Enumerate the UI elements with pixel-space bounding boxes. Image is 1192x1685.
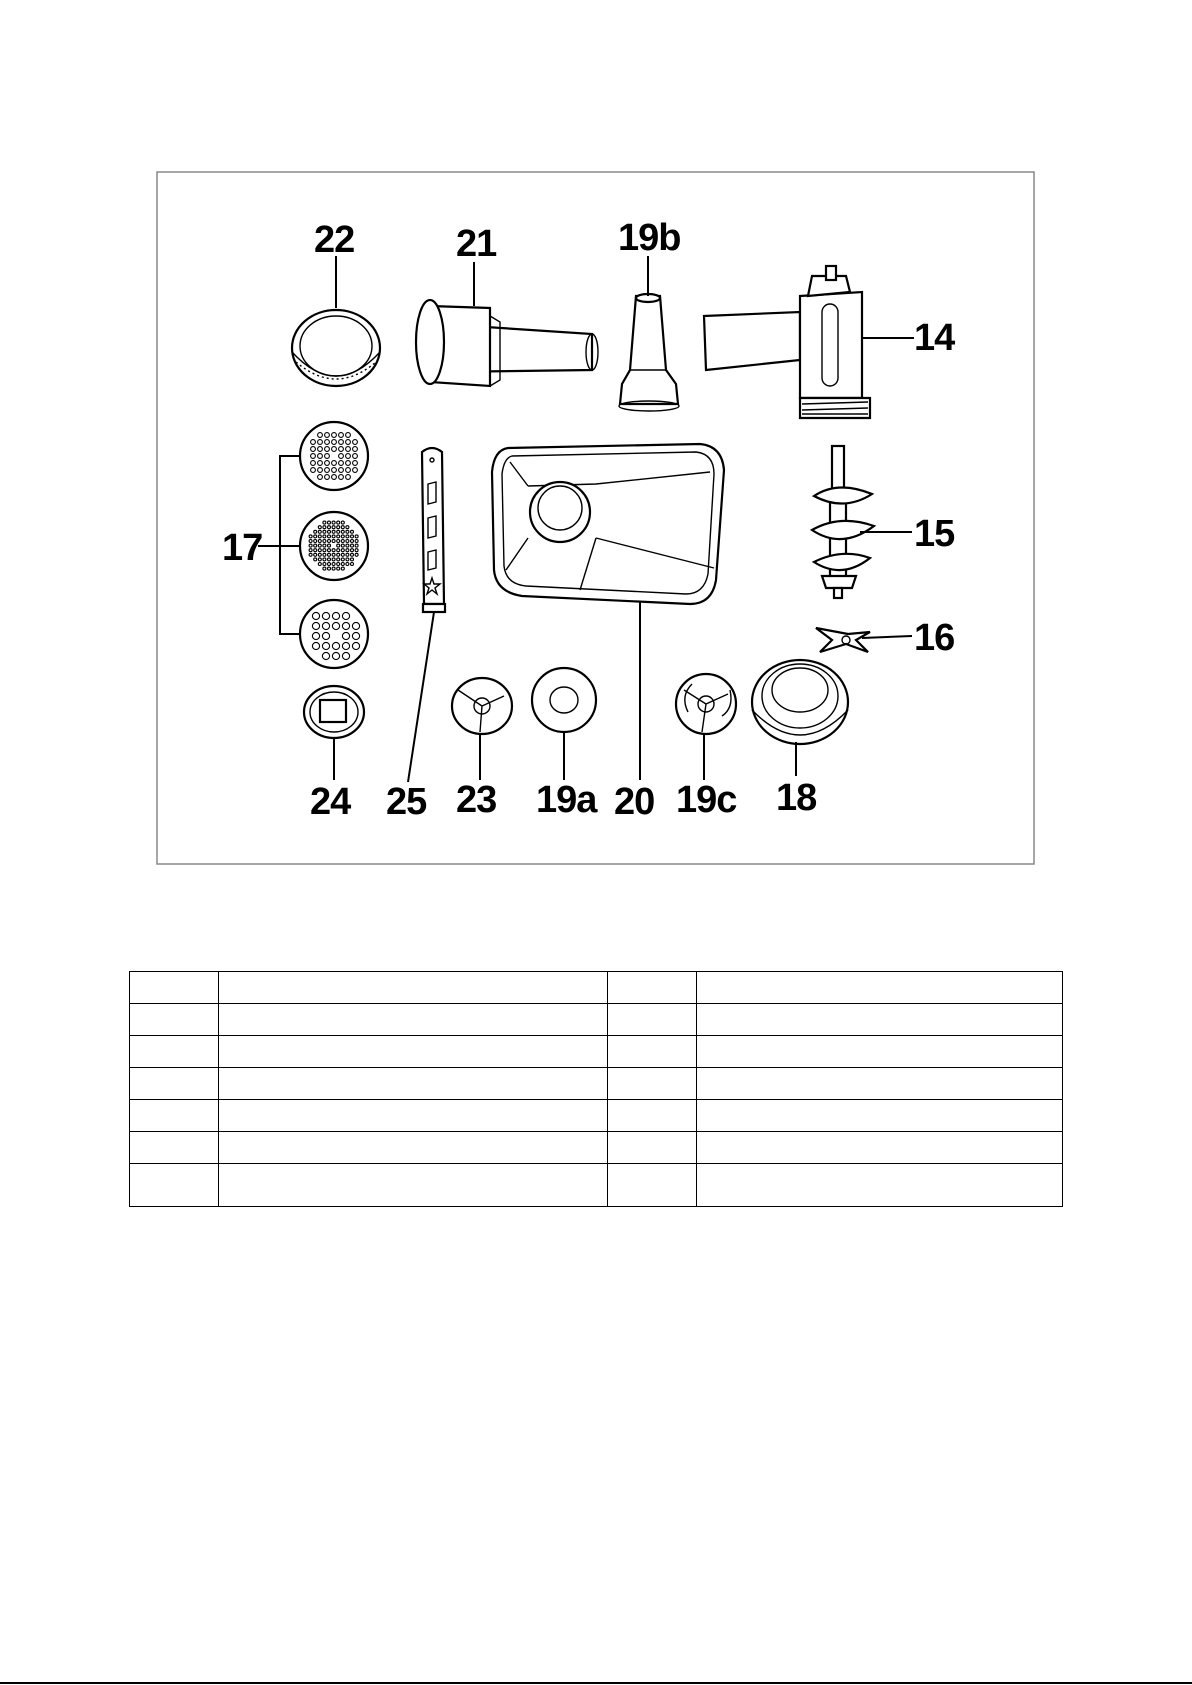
label-14: 14: [914, 317, 955, 359]
part-15-auger: [812, 446, 912, 598]
label-23: 23: [456, 779, 497, 821]
table-cell: [130, 1004, 219, 1036]
part-14-grinder-head: [704, 266, 914, 418]
table-row: [130, 1164, 1063, 1207]
table-row: [130, 1068, 1063, 1100]
label-19c: 19c: [676, 779, 737, 821]
parts-table-body: [130, 972, 1063, 1207]
label-19a: 19a: [536, 779, 597, 821]
table-cell: [697, 1068, 1063, 1100]
table-cell: [608, 1164, 697, 1207]
label-20: 20: [614, 781, 655, 823]
label-18: 18: [776, 777, 817, 819]
table-cell: [219, 1132, 608, 1164]
table-row: [130, 1036, 1063, 1068]
part-21-filling-tube: [416, 262, 598, 386]
table-cell: [608, 1036, 697, 1068]
table-cell: [697, 1132, 1063, 1164]
part-17-mincing-plates: [258, 422, 368, 668]
table-cell: [608, 1068, 697, 1100]
part-25-flat-plate: [408, 448, 445, 782]
table-cell: [608, 1132, 697, 1164]
label-24: 24: [310, 781, 351, 823]
label-19b: 19b: [618, 217, 681, 259]
part-19b-sausage-funnel: [619, 256, 679, 411]
table-cell: [219, 1164, 608, 1207]
label-25: 25: [386, 781, 427, 823]
table-cell: [608, 1100, 697, 1132]
table-row: [130, 1132, 1063, 1164]
table-cell: [130, 1132, 219, 1164]
part-22-ring-nut: [292, 256, 380, 386]
table-row: [130, 1004, 1063, 1036]
table-cell: [697, 972, 1063, 1004]
table-cell: [219, 1004, 608, 1036]
label-22: 22: [314, 219, 355, 261]
part-19c-adapter-disc: [676, 674, 736, 780]
table-cell: [219, 1068, 608, 1100]
table-cell: [130, 1068, 219, 1100]
table-cell: [219, 972, 608, 1004]
label-16: 16: [914, 617, 955, 659]
part-19a-washer: [532, 668, 596, 780]
part-16-cross-blade: [816, 628, 912, 652]
table-cell: [219, 1100, 608, 1132]
table-cell: [608, 1004, 697, 1036]
table-cell: [219, 1036, 608, 1068]
table-row: [130, 972, 1063, 1004]
part-18-locking-ring: [752, 660, 848, 776]
part-24-square-plate: [304, 686, 364, 780]
table-row: [130, 1100, 1063, 1132]
label-15: 15: [914, 513, 955, 555]
table-cell: [130, 1100, 219, 1132]
page-bottom-rule: [0, 1682, 1192, 1684]
table-cell: [697, 1100, 1063, 1132]
table-cell: [697, 1036, 1063, 1068]
parts-table: [129, 971, 1063, 1207]
table-cell: [697, 1164, 1063, 1207]
table-cell: [130, 1164, 219, 1207]
part-23-three-arm-disc: [452, 678, 512, 780]
table-cell: [697, 1004, 1063, 1036]
label-21: 21: [456, 223, 497, 265]
table-cell: [608, 972, 697, 1004]
label-17: 17: [222, 527, 263, 569]
table-cell: [130, 1036, 219, 1068]
table-cell: [130, 972, 219, 1004]
